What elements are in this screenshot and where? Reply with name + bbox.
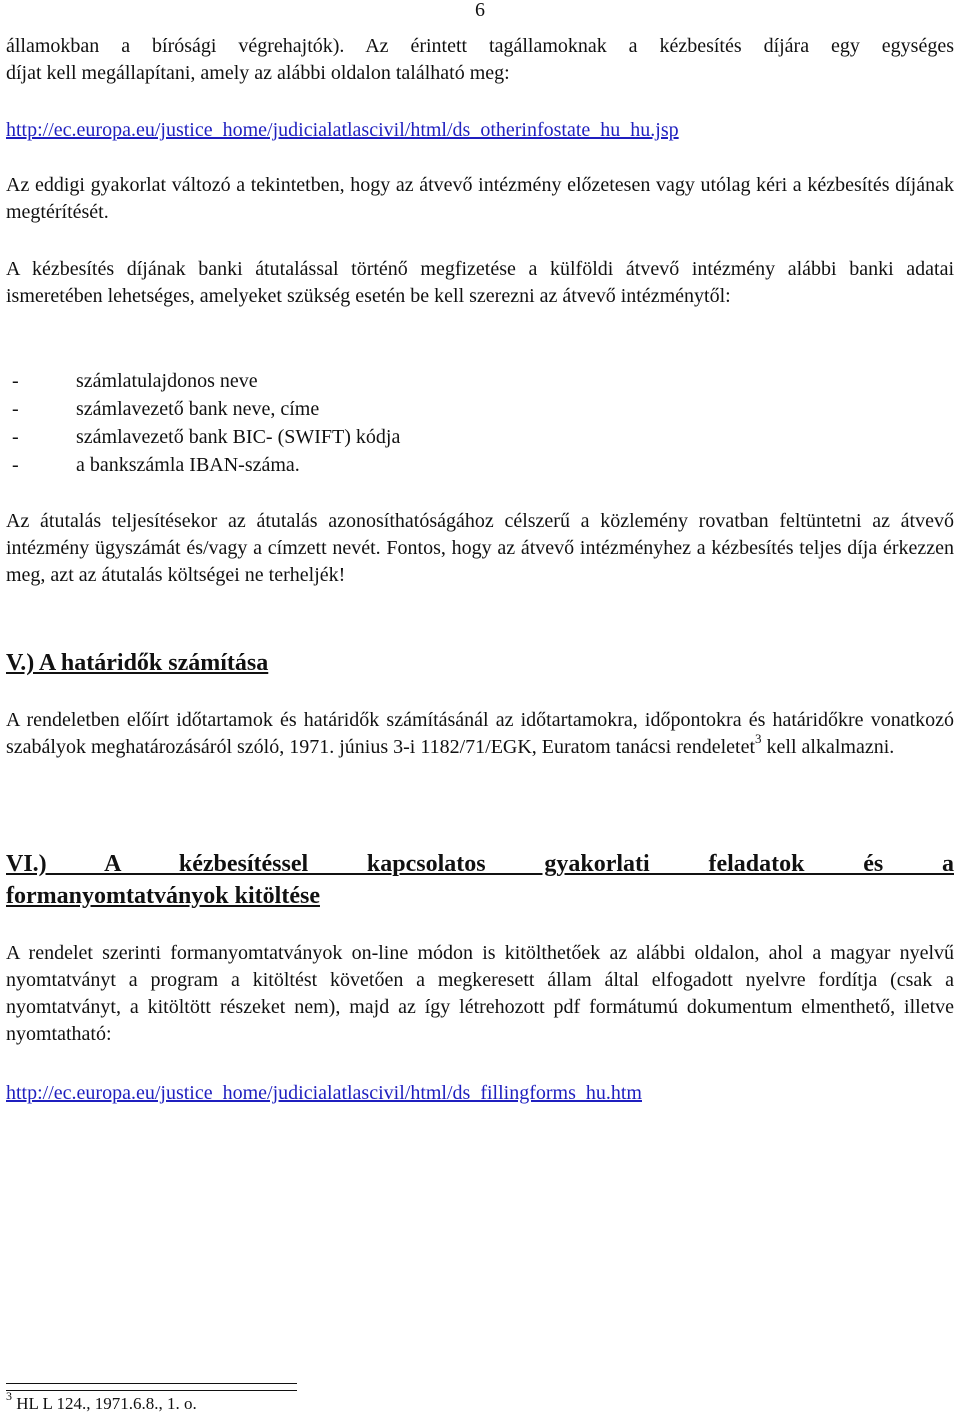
footnote-divider (6, 1383, 297, 1384)
paragraph-deadlines-text: A rendeletben előírt időtartamok és határidők számításánál az időtartamokra, időpontokra és határidőkre vonatkozó szabályok meghatározásáról szóló, 1971. június 3-i 1182/71/EGK, Euratom tanácsi rendeletet (6, 709, 954, 758)
heading-deadlines: V.) A határidők számítása (6, 650, 269, 676)
paragraph-transfer-reference: Az átutalás teljesítésekor az átutalás azonosíthatóságához célszerű a közlemény rovatban feltüntetni az átvevő intézmény ügyszámát és/vagy a címzett nevét. Fontos, hogy az átvevő intézményhez a kézbesítés teljes díja érkezzen meg, azt az átutalás költségei ne terheljék! (6, 510, 954, 586)
footnote-divider-2 (6, 1390, 297, 1391)
page-number: 6 (475, 0, 485, 21)
list-dash: - (12, 454, 19, 476)
footnote-number: 3 (6, 1389, 12, 1404)
list-dash: - (12, 398, 19, 420)
list-item (6, 451, 954, 479)
link-fillingforms[interactable]: http://ec.europa.eu/justice_home/judicialatlascivil/html/ds_fillingforms_hu.htm (6, 1082, 642, 1104)
list-item-text: a bankszámla IBAN-száma. (76, 454, 300, 476)
list-item (6, 367, 954, 395)
list-item (6, 423, 954, 451)
paragraph-fee-intro-line1: államokban a bírósági végrehajtók). Az érintett tagállamoknak a kézbesítés díjára egy egységes (6, 35, 954, 57)
heading-practical-tasks-line2: formanyomtatványok kitöltése (6, 883, 320, 909)
footnote-ref[interactable]: 3 (755, 731, 762, 747)
paragraph-fee-intro-line2: díjat kell megállapítani, amely az alábbi oldalon található meg: (6, 62, 510, 84)
paragraph-practice: Az eddigi gyakorlat változó a tekintetben, hogy az átvevő intézmény előzetesen vagy utólag kéri a kézbesítés díjának megtérítését. (6, 174, 954, 223)
paragraph-deadlines-end: kell alkalmazni. (761, 736, 895, 758)
list-item-text: számlavezető bank BIC- (SWIFT) kódja (76, 426, 401, 448)
footnote (6, 1389, 197, 1416)
link-otherinfostate-wrapper (6, 117, 954, 144)
bank-data-list-wrapper (6, 367, 954, 479)
paragraph-online-forms: A rendelet szerinti formanyomtatványok on-line módon is kitölthetőek az alábbi oldalon, ahol a magyar nyelvű nyomtatványt a program a kitöltést követően a megkeresett állam által elfogadott nyelvre fordítja (csak a nyomtatványt, a kitöltött részeket nem), majd az így létrehozott pdf formátumú dokumentum elmenthető, illetve nyomtatható: (6, 942, 954, 1045)
list-dash: - (12, 426, 19, 448)
list-dash: - (12, 370, 19, 392)
link-fillingforms-wrapper (6, 1080, 954, 1107)
bank-data-list (6, 367, 954, 479)
list-item (6, 395, 954, 423)
link-otherinfostate[interactable]: http://ec.europa.eu/justice_home/judicialatlascivil/html/ds_otherinfostate_hu_hu.jsp (6, 119, 679, 141)
footnote-text: HL L 124., 1971.6.8., 1. o. (12, 1394, 197, 1413)
paragraph-bank-transfer: A kézbesítés díjának banki átutalással történő megfizetése a külföldi átvevő intézmény alábbi banki adatai ismeretében lehetséges, amelyeket szükség esetén be kell szerezni az átvevő intézménytől: (6, 258, 954, 307)
list-item-text: számlatulajdonos neve (76, 370, 258, 392)
heading-practical-tasks-line1: VI.) A kézbesítéssel kapcsolatos gyakorlati feladatok és a (6, 851, 954, 877)
list-item-text: számlavezető bank neve, címe (76, 398, 320, 420)
paragraph-deadlines (6, 707, 954, 761)
